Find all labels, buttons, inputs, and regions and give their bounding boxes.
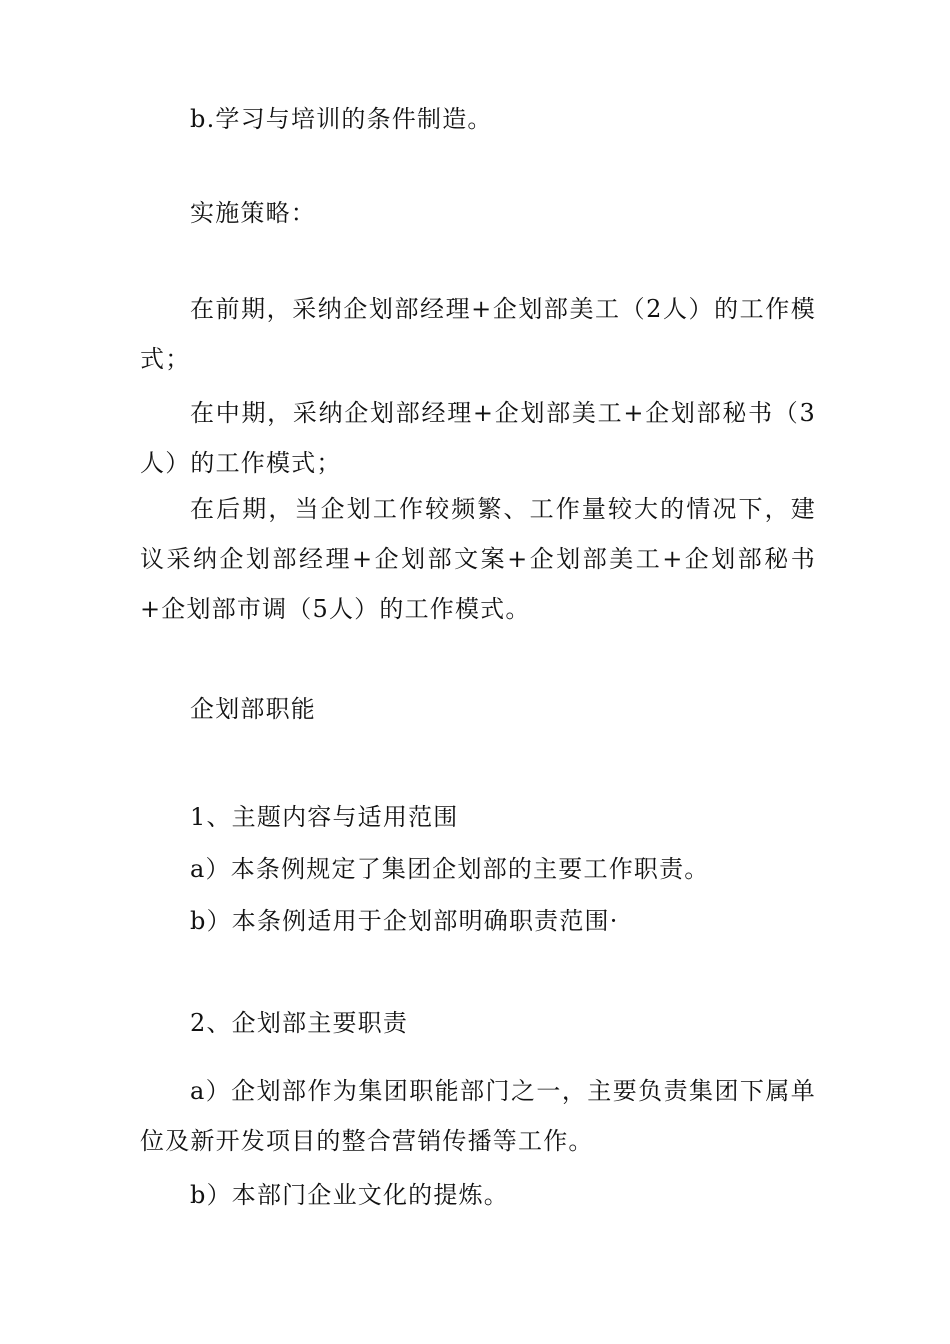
paragraph-scope-a: a）本条例规定了集团企划部的主要工作职责。 [190, 855, 710, 883]
paragraph-middle-stage: 在中期，采纳企划部经理+企划部美工+企划部秘书（3人）的工作模式； [140, 399, 816, 477]
section-heading-functions: 企划部职能 [190, 695, 316, 723]
paragraph-duties-b: b）本部门企业文化的提炼。 [190, 1181, 509, 1209]
paragraph-early-stage: 在前期，采纳企划部经理+企划部美工（2人）的工作模式； [140, 295, 816, 373]
section-heading-duties: 2、企划部主要职责 [190, 1009, 409, 1037]
paragraph-training-conditions: b.学习与培训的条件制造。 [190, 105, 493, 133]
section-heading-scope: 1、主题内容与适用范围 [190, 803, 459, 831]
paragraph-duties-a: a）企划部作为集团职能部门之一，主要负责集团下属单位及新开发项目的整合营销传播等工作。 [140, 1077, 816, 1155]
paragraph-scope-b: b）本条例适用于企划部明确职责范围· [190, 907, 619, 935]
paragraph-late-stage: 在后期，当企划工作较频繁、工作量较大的情况下，建议采纳企划部经理+企划部文案+企划部美工+企划部秘书+企划部市调（5人）的工作模式。 [140, 495, 816, 623]
paragraph-strategy-heading: 实施策略： [190, 199, 316, 227]
